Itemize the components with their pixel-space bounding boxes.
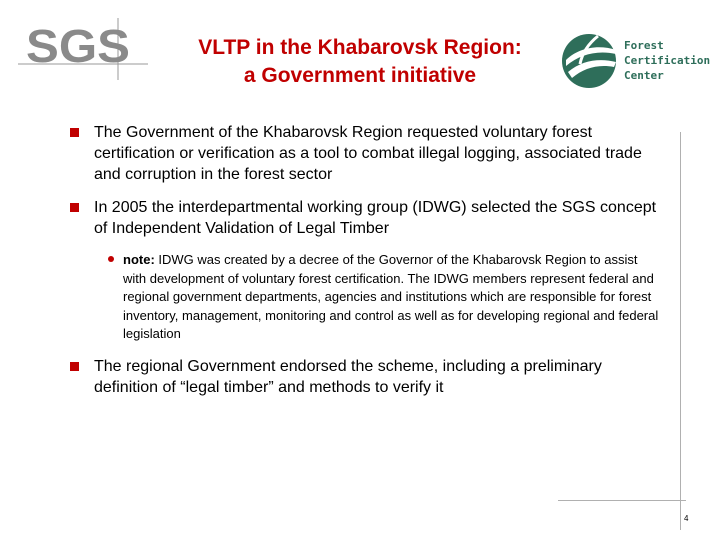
bullet-item bbox=[70, 356, 660, 398]
note-label: note: bbox=[123, 252, 155, 267]
forest-certification-center-logo bbox=[558, 30, 711, 96]
fcc-logo-line-1: Forest bbox=[624, 39, 664, 52]
bullet-item bbox=[70, 122, 660, 185]
title-line-1: VLTP in the Khabarovsk Region: bbox=[198, 36, 522, 59]
fcc-logo-line-2: Certification bbox=[624, 54, 711, 67]
page-title bbox=[150, 34, 570, 90]
vertical-divider bbox=[680, 132, 681, 530]
note-text: IDWG was created by a decree of the Governor of the Khabarovsk Region to assist with development of voluntary forest certification. The IDWG members represent federal and regional government departments, agencies and institutions which are responsible for forest inventory, management, monitoring and control as well as for developing regional and federal legislation bbox=[123, 252, 659, 341]
page-number: 4 bbox=[684, 514, 689, 523]
horizontal-divider bbox=[558, 500, 686, 501]
bullet-list bbox=[70, 122, 660, 410]
round-bullet-icon bbox=[108, 256, 114, 262]
bullet-text: The regional Government endorsed the scheme, including a preliminary definition of “legal timber” and methods to verify it bbox=[94, 357, 602, 396]
sgs-logo-text: SGS bbox=[26, 20, 130, 72]
bullet-text: The Government of the Khabarovsk Region requested voluntary forest certification or verification as a tool to combat illegal logging, associated trade and corruption in the forest sector bbox=[94, 124, 642, 183]
sub-bullet-item bbox=[70, 251, 660, 344]
title-line-2: a Government initiative bbox=[243, 64, 477, 87]
fcc-logo-line-3: Center bbox=[624, 69, 664, 82]
bullet-text: In 2005 the interdepartmental working group (IDWG) selected the SGS concept of Independent Validation of Legal Timber bbox=[94, 199, 657, 237]
fcc-emblem-icon bbox=[558, 30, 620, 92]
square-bullet-icon bbox=[70, 128, 79, 137]
square-bullet-icon bbox=[70, 362, 79, 371]
square-bullet-icon bbox=[70, 203, 79, 212]
sgs-logo bbox=[18, 18, 148, 80]
bullet-item bbox=[70, 197, 660, 239]
